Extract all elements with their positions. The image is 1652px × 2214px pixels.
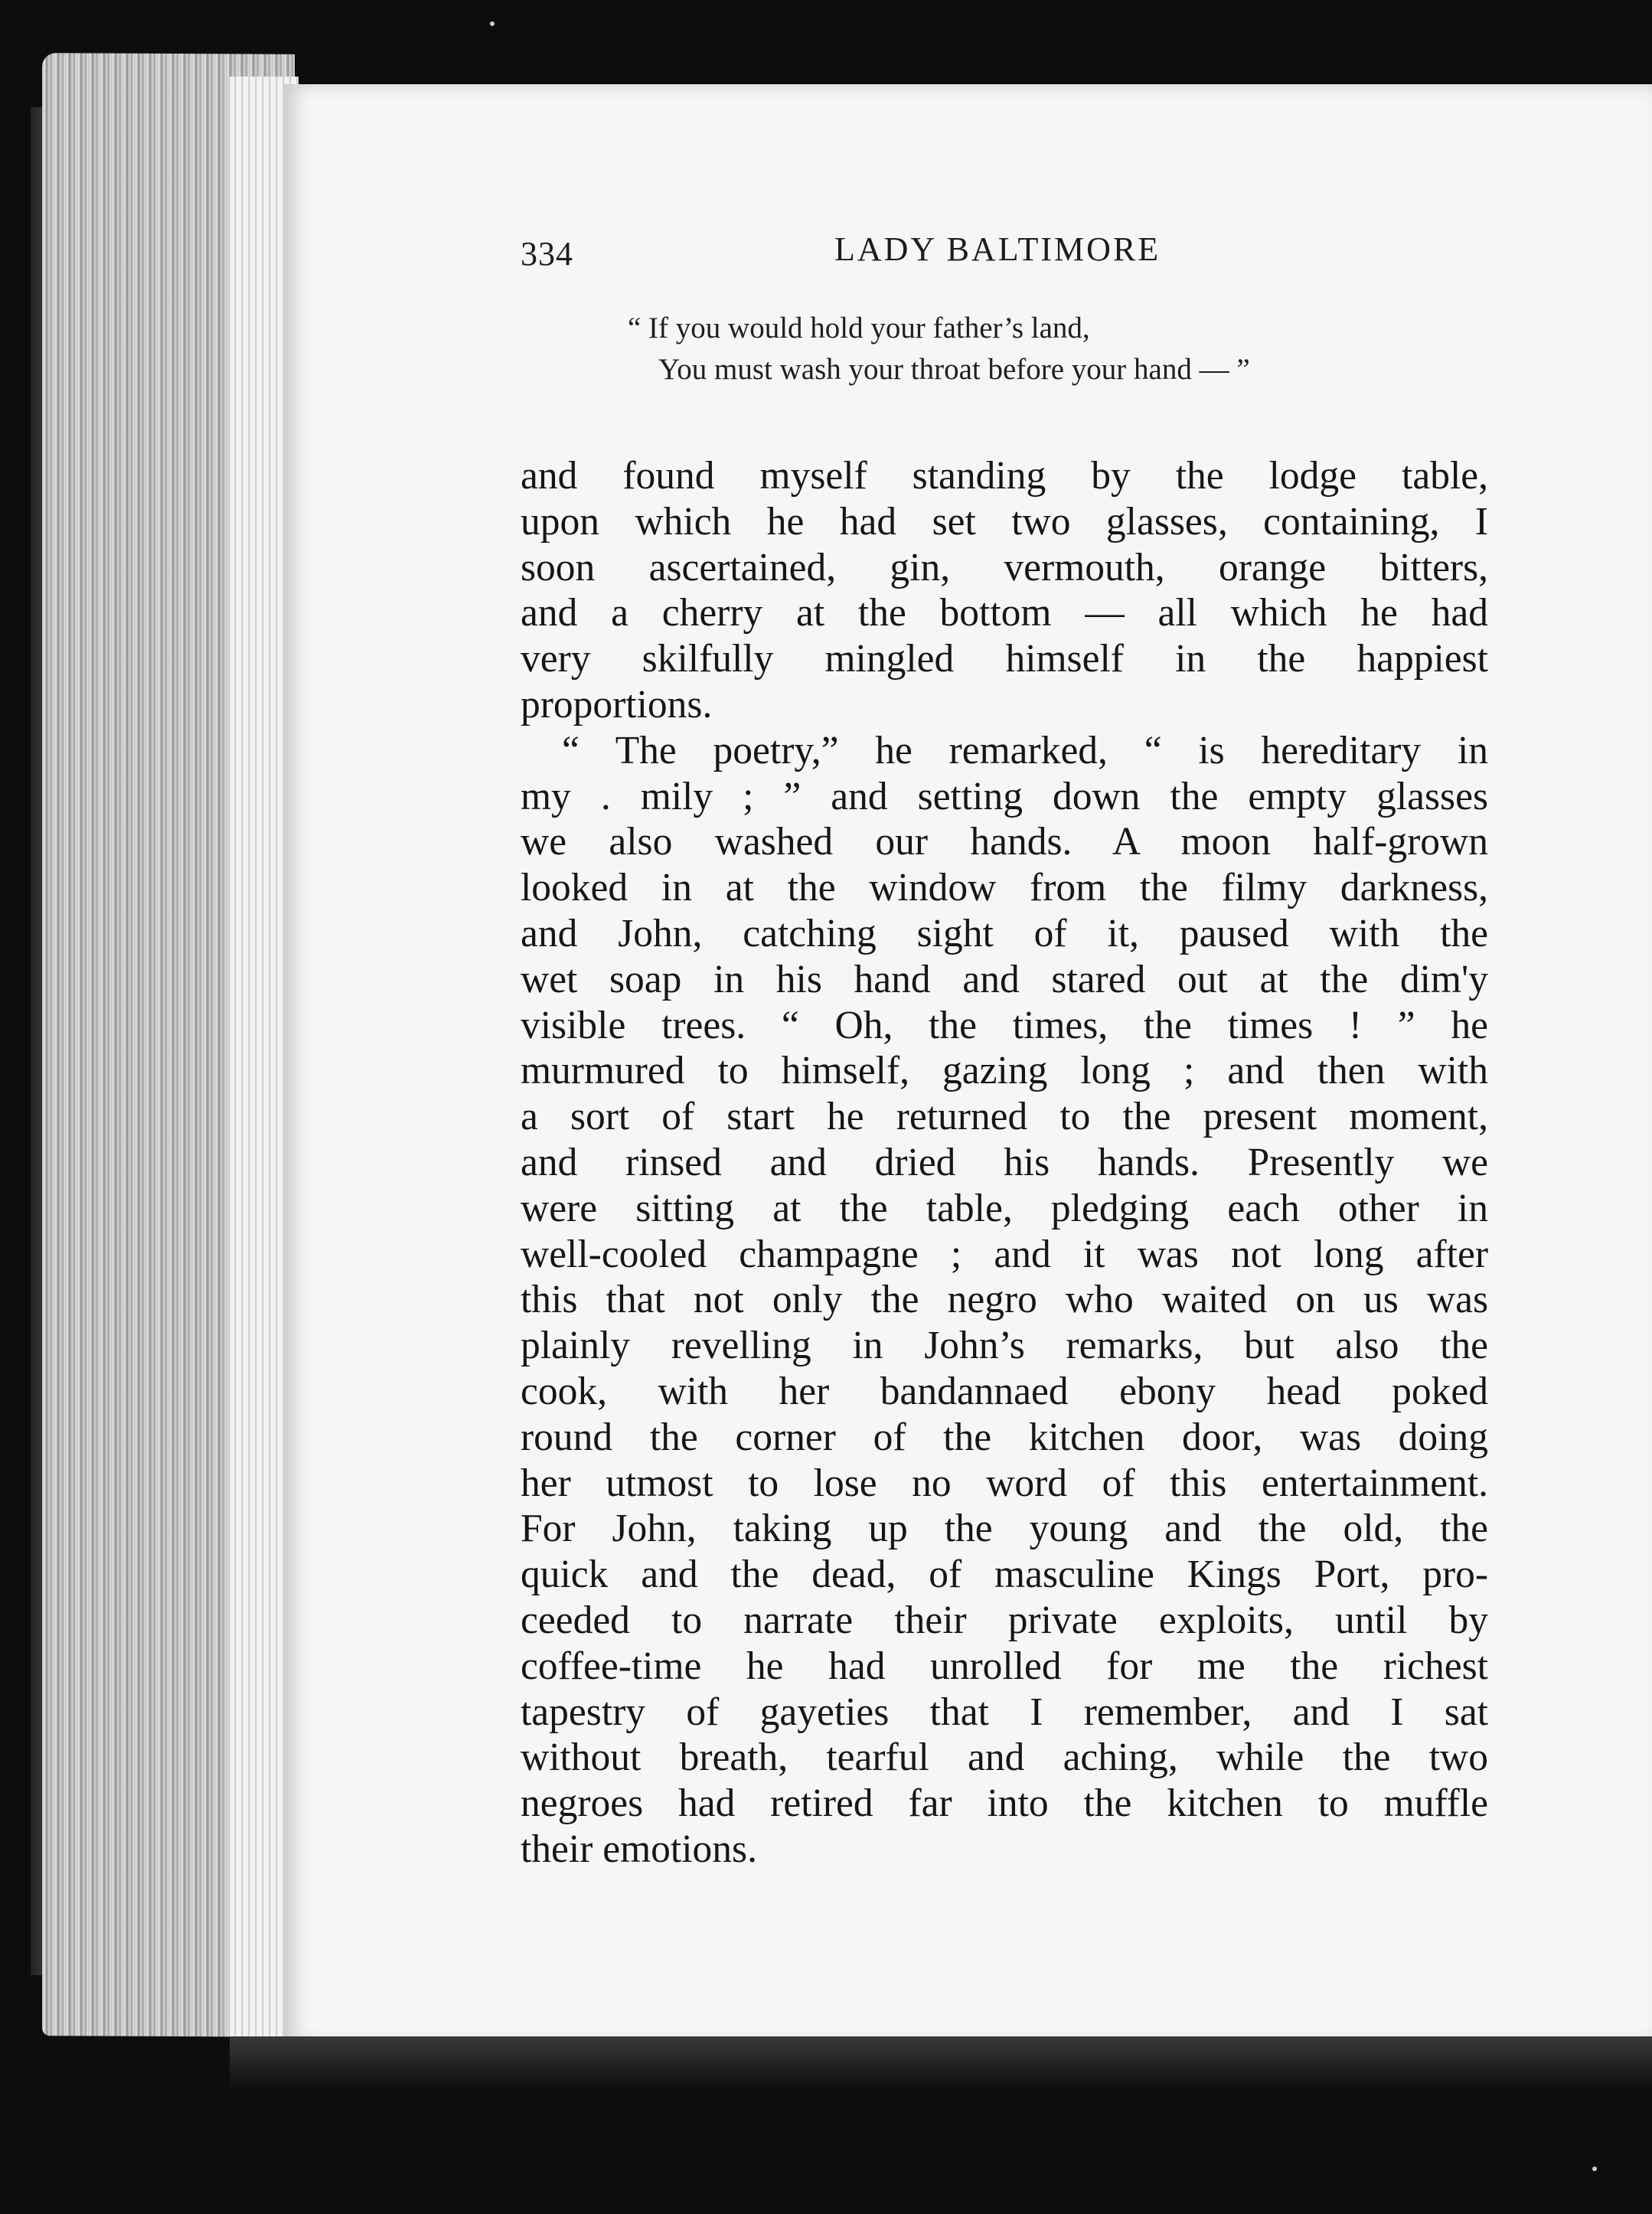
text-line: soon ascertained, gin, vermouth, orange bitters, <box>521 545 1488 589</box>
epigraph <box>628 308 1546 390</box>
text-line: we also washed our hands. A moon half-grown <box>521 820 1488 864</box>
text-line: tapestry of gayeties that I remember, and I sat <box>521 1690 1488 1734</box>
text-line: this that not only the negro who waited on us was <box>521 1278 1488 1322</box>
running-title: LADY BALTIMORE <box>834 230 1161 268</box>
body-text <box>521 453 1488 1873</box>
paragraph <box>521 728 1488 1873</box>
text-line: my . mily ; ” and setting down the empty glasses <box>521 774 1488 818</box>
dust-speck <box>1592 2167 1597 2171</box>
text-line: round the corner of the kitchen door, was doing <box>521 1415 1488 1459</box>
text-line: wet soap in his hand and stared out at the dim'y <box>521 957 1488 1001</box>
text-line: were sitting at the table, pledging each other in <box>521 1186 1488 1230</box>
page-number: 334 <box>521 235 573 273</box>
text-line: visible trees. “ Oh, the times, the times ! ” he <box>521 1003 1488 1047</box>
text-line: well-cooled champagne ; and it was not long after <box>521 1232 1488 1276</box>
text-line: a sort of start he returned to the present moment, <box>521 1095 1488 1139</box>
page-bottom-shadow <box>230 2036 1652 2090</box>
text-line: without breath, tearful and aching, while the two <box>521 1736 1488 1780</box>
text-line: “ The poetry,” he remarked, “ is hereditary in <box>562 728 1488 772</box>
text-line: coffee-time he had unrolled for me the richest <box>521 1644 1488 1688</box>
text-line: quick and the dead, of masculine Kings Port, pro- <box>521 1553 1488 1597</box>
text-line: looked in at the window from the filmy darkness, <box>521 866 1488 910</box>
text-line: her utmost to lose no word of this entertainment. <box>521 1461 1488 1505</box>
text-line: plainly revelling in John’s remarks, but also the <box>521 1324 1488 1368</box>
epigraph-line: “ If you would hold your father’s land, <box>628 312 1090 345</box>
text-line: ceeded to narrate their private exploits, until by <box>521 1598 1488 1642</box>
text-line: and John, catching sight of it, paused with the <box>521 911 1488 955</box>
paragraph <box>521 453 1488 728</box>
text-line: very skilfully mingled himself in the happiest <box>521 637 1488 681</box>
text-line: For John, taking up the young and the old, the <box>521 1507 1488 1551</box>
text-line: and rinsed and dried his hands. Presently we <box>521 1140 1488 1184</box>
text-line: cook, with her bandannaed ebony head poked <box>521 1369 1488 1413</box>
epigraph-line: You must wash your throat before your hand — ” <box>658 353 1250 386</box>
text-line: and found myself standing by the lodge table, <box>521 454 1488 498</box>
text-line: proportions. <box>521 682 713 727</box>
text-line: murmured to himself, gazing long ; and then with <box>521 1049 1488 1093</box>
text-line: upon which he had set two glasses, containing, I <box>521 499 1488 544</box>
text-line: their emotions. <box>521 1827 757 1871</box>
text-line: negroes had retired far into the kitchen to muffle <box>521 1781 1488 1826</box>
page-header <box>521 230 1485 276</box>
dust-speck <box>490 21 495 26</box>
text-line: and a cherry at the bottom — all which he had <box>521 591 1488 635</box>
